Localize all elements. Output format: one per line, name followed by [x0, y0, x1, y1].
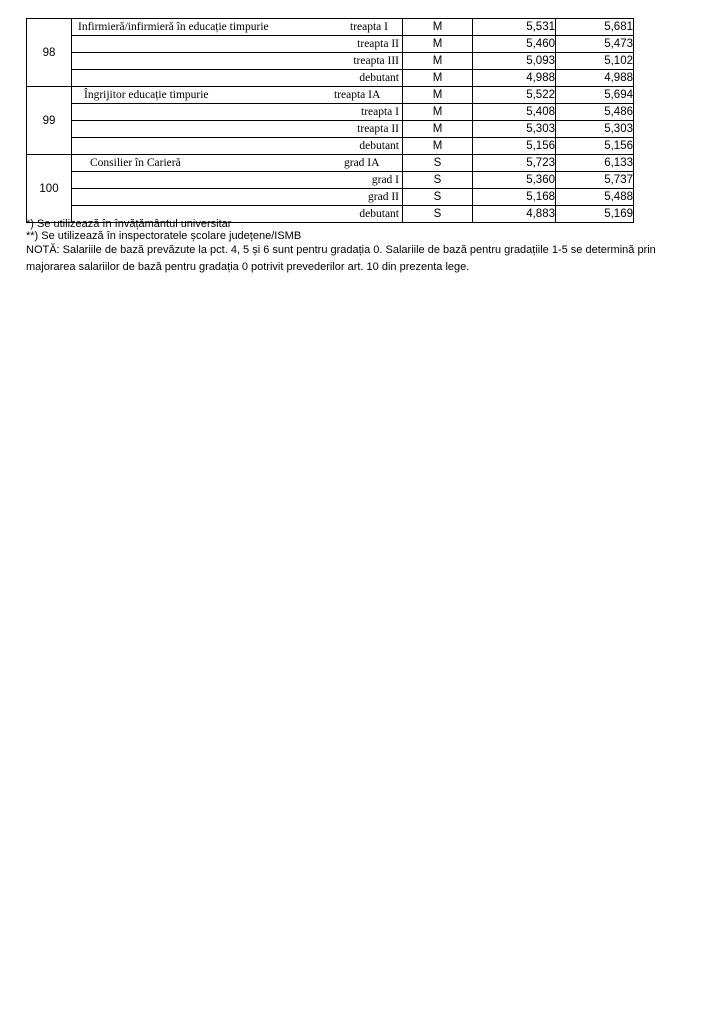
table-row	[27, 53, 634, 70]
grade-label: treapta I	[361, 106, 399, 118]
function-cell	[72, 155, 403, 172]
grade-label: debutant	[359, 208, 399, 220]
salary-value: 4,883	[473, 206, 556, 223]
study-level: M	[403, 36, 473, 53]
salary-table	[26, 18, 634, 223]
salary-value: 5,102	[556, 53, 634, 70]
study-level: S	[403, 206, 473, 223]
notes-section	[26, 218, 666, 276]
salary-value: 5,093	[473, 53, 556, 70]
footnote-inspectorate: **) Se utilizează în inspectoratele școlare județene/ISMB	[26, 230, 302, 242]
table-row	[27, 155, 634, 172]
grade-label: treapta I	[350, 21, 388, 33]
grade-label: treapta IA	[334, 89, 381, 101]
table-row	[27, 172, 634, 189]
function-cell	[72, 87, 403, 104]
salary-value: 5,723	[473, 155, 556, 172]
study-level: S	[403, 155, 473, 172]
grade-label: treapta II	[357, 123, 399, 135]
function-title: Îngrijitor educație timpurie	[84, 89, 209, 101]
grade-label: treapta II	[357, 38, 399, 50]
salary-value: 5,303	[556, 121, 634, 138]
function-title: Consilier în Carieră	[90, 157, 181, 169]
table-row	[27, 87, 634, 104]
table-row	[27, 121, 634, 138]
position-number: 100	[27, 155, 72, 223]
salary-value: 5,486	[556, 104, 634, 121]
salary-value: 5,156	[556, 138, 634, 155]
grade-label: grad I	[371, 174, 399, 186]
salary-value: 5,156	[473, 138, 556, 155]
footnote-university: *) Se utilizează în învățământul universitar	[26, 218, 232, 230]
salary-value: 5,303	[473, 121, 556, 138]
salary-value: 5,681	[556, 19, 634, 36]
salary-value: 5,488	[556, 189, 634, 206]
function-cell	[72, 19, 403, 36]
table-row	[27, 138, 634, 155]
salary-value: 5,522	[473, 87, 556, 104]
study-level: M	[403, 104, 473, 121]
study-level: S	[403, 172, 473, 189]
study-level: S	[403, 189, 473, 206]
study-level: M	[403, 19, 473, 36]
salary-value: 5,694	[556, 87, 634, 104]
salary-value: 5,408	[473, 104, 556, 121]
grade-label: debutant	[359, 72, 399, 84]
function-cell	[72, 53, 403, 70]
table-row	[27, 104, 634, 121]
function-title: Infirmieră/infirmieră în educație timpurie	[78, 21, 269, 33]
salary-value: 5,360	[473, 172, 556, 189]
position-number: 98	[27, 19, 72, 87]
study-level: M	[403, 87, 473, 104]
salary-value: 5,473	[556, 36, 634, 53]
salary-value: 4,988	[473, 70, 556, 87]
function-cell	[72, 36, 403, 53]
salary-value: 5,169	[556, 206, 634, 223]
grade-label: grad II	[368, 191, 399, 203]
salary-value: 5,531	[473, 19, 556, 36]
study-level: M	[403, 53, 473, 70]
function-cell	[72, 121, 403, 138]
study-level: M	[403, 121, 473, 138]
grade-label: grad IA	[344, 157, 380, 169]
study-level: M	[403, 70, 473, 87]
salary-value: 4,988	[556, 70, 634, 87]
salary-value: 5,737	[556, 172, 634, 189]
grade-label: debutant	[359, 140, 399, 152]
table-row	[27, 19, 634, 36]
function-cell	[72, 138, 403, 155]
function-cell	[72, 70, 403, 87]
position-number: 99	[27, 87, 72, 155]
function-cell	[72, 189, 403, 206]
note-paragraph: NOTĂ: Salariile de bază prevăzute la pct. 4, 5 și 6 sunt pentru gradația 0. Salariile de bază pentru gradațiile 1-5 se determină prin majorarea salariilor de bază pentru gradația 0 potrivit prevederilor art. 10 din prezenta lege.	[26, 244, 656, 273]
salary-value: 5,168	[473, 189, 556, 206]
function-cell	[72, 172, 403, 189]
grade-label: treapta III	[353, 55, 399, 67]
salary-value: 6,133	[556, 155, 634, 172]
salary-value: 5,460	[473, 36, 556, 53]
table-row	[27, 70, 634, 87]
study-level: M	[403, 138, 473, 155]
table-row	[27, 189, 634, 206]
table-row	[27, 36, 634, 53]
function-cell	[72, 104, 403, 121]
